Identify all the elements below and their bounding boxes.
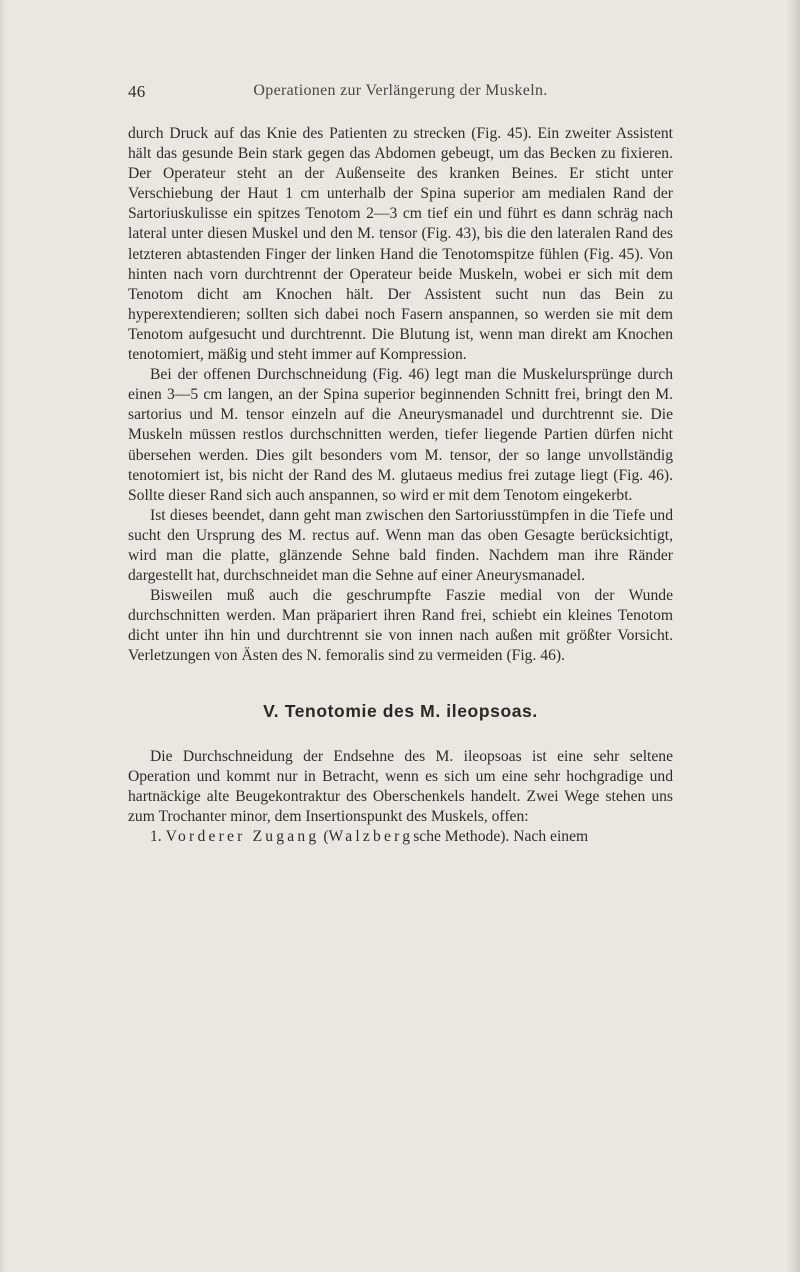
body-text [128, 124, 673, 847]
page-edge-shadow [786, 0, 800, 1272]
list-item-rest: sche Methode). Nach einem [413, 828, 589, 845]
paragraph-continued: durch Druck auf das Knie des Patienten zu strecken (Fig. 45). Ein zweiter Assistent hält das gesunde Bein stark gegen das Abdomen gebeugt, um das Becken zu fixieren. Der Operateur steht an der Außenseite des kranken Beines. Er sticht unter Verschiebung der Haut 1 cm unterhalb der Spina superior am medialen Rand der Sartoriuskulisse ein spitzes Tenotom 2—3 cm tief ein und führt es dann schräg nach lateral unter diesen Muskel und den M. tensor (Fig. 43), bis die den lateralen Rand des letzteren abtastenden Finger der linken Hand die Tenotomspitze fühlen (Fig. 45). Von hinten nach vorn durchtrennt der Operateur beide Muskeln, wobei er sich mit dem Tenotom dicht am Knochen hält. Der Assistent sucht nun das Bein zu hyperextendieren; sollten sich dabei noch Fasern anspannen, so werden sie mit dem Tenotom aufgesucht und durchtrennt. Die Blutung ist, wenn man direkt am Knochen tenotomiert, mäßig und steht immer auf Kompression. [128, 125, 673, 364]
running-title: Operationen zur Verlängerung der Muskeln. [253, 82, 548, 99]
paragraph-rectus: Ist dieses beendet, dann geht man zwischen den Sartoriusstümpfen in die Tiefe und sucht den Ursprung des M. rectus auf. Wenn man das oben Gesagte berücksichtigt, wird man die platte, glänzende Sehne bald finden. Nachdem man ihre Ränder dargestellt hat, durchschneidet man die Sehne auf einer Aneurysmanadel. [128, 506, 673, 585]
list-number: 1. [150, 828, 162, 845]
section-heading: V. Tenotomie des M. ileopsoas. [263, 700, 538, 721]
paren-open: ( [323, 828, 329, 845]
paragraph-ileopsoas: Die Durchschneidung der Endsehne des M. ileopsoas ist eine sehr seltene Operation und kommt nur in Betracht, wenn es sich um eine sehr hochgradige und hartnäckige alte Beugekontraktur des Oberschenkels handelt. Zwei Wege stehen uns zum Trochanter minor, dem Insertionspunkt des Muskels, offen: [128, 747, 673, 825]
paragraph-open-division: Bei der offenen Durchschneidung (Fig. 46) legt man die Muskelursprünge durch einen 3—5 cm langen, an der Spina superior beginnenden Schnitt frei, bringt den M. sartorius und M. tensor einzeln auf die Aneurysmanadel und durchtrennt sie. Die Muskeln müssen restlos durchschnitten werden, tiefer liegende Partien dürfen nicht übersehen werden. Dies gilt besonders vom M. tensor, der so lange unvollständig tenotomiert ist, bis nicht der Rand des M. glutaeus medius frei zutage liegt (Fig. 46). Sollte dieser Rand sich auch anspannen, so wird er mit dem Tenotom eingekerbt. [128, 366, 673, 504]
running-header [128, 82, 673, 106]
spaced-term: Vorderer Zugang [165, 828, 320, 845]
page-gutter-shadow [0, 0, 6, 1272]
page-number: 46 [128, 82, 146, 101]
list-item-anterior-approach [128, 827, 673, 847]
paragraph-fascia: Bisweilen muß auch die geschrumpfte Faszie medial von der Wunde durchschnitten werden. Man präpariert ihren Rand frei, schiebt ein kleines Tenotom dicht unter ihn hin und durchtrennt sie von innen nach außen mit größter Vorsicht. Verletzungen von Ästen des N. femoralis sind zu vermeiden (Fig. 46). [128, 587, 673, 665]
spaced-author-name: Walzberg [328, 828, 414, 845]
